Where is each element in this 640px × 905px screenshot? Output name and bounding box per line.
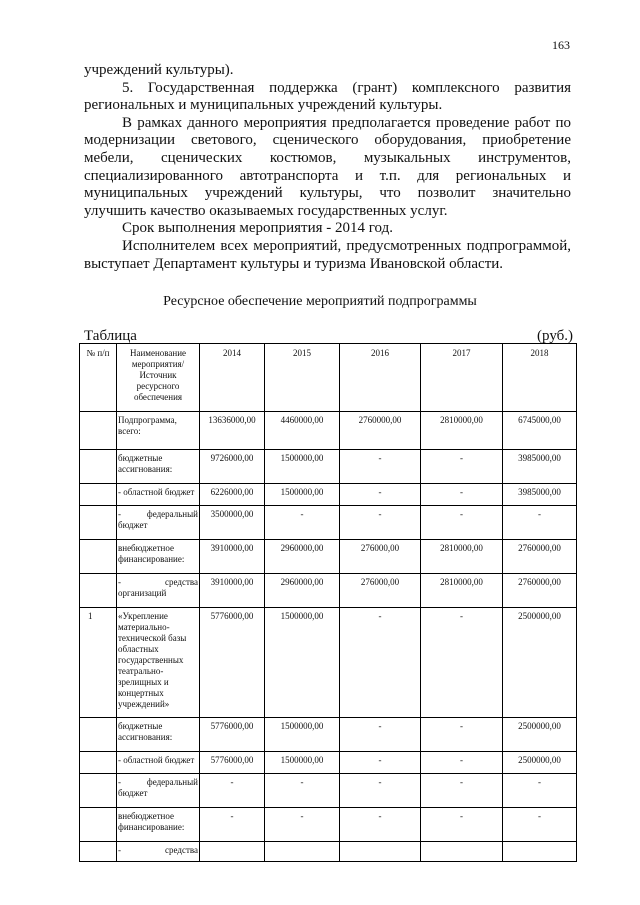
value-cell-2018: 2760000,00: [503, 574, 577, 608]
row-name-cell: - областной бюджет: [117, 484, 200, 506]
row-name-cell: - областной бюджет: [117, 752, 200, 774]
row-number-cell: [80, 842, 117, 862]
header-2016: 2016: [340, 344, 421, 412]
value-cell-2018: -: [503, 774, 577, 808]
table-row: [80, 774, 577, 808]
row-name-cell: внебюджетное финансирование:: [117, 540, 200, 574]
value-cell-2014: 3910000,00: [200, 574, 265, 608]
row-name-cell: внебюджетное финансирование:: [117, 808, 200, 842]
value-cell-2015: 2960000,00: [265, 540, 340, 574]
value-cell-2018: 6745000,00: [503, 412, 577, 450]
table-row: [80, 718, 577, 752]
value-cell-2018: -: [503, 808, 577, 842]
value-cell-2018: 2760000,00: [503, 540, 577, 574]
table-label: Таблица: [84, 328, 137, 344]
value-cell-2014: 5776000,00: [200, 752, 265, 774]
value-cell-2017: 2810000,00: [421, 574, 503, 608]
value-cell-2014: 5776000,00: [200, 608, 265, 718]
table-units: (руб.): [537, 328, 573, 344]
row-name-cell: бюджетные ассигнования:: [117, 718, 200, 752]
table-row: [80, 506, 577, 540]
value-cell-2017: 2810000,00: [421, 412, 503, 450]
value-cell-2015: 1500000,00: [265, 718, 340, 752]
value-cell-2015: -: [265, 808, 340, 842]
table-row: [80, 808, 577, 842]
header-number: № п/п: [80, 344, 117, 412]
value-cell-2016: -: [340, 450, 421, 484]
value-cell-2016: -: [340, 608, 421, 718]
value-cell-2018: 3985000,00: [503, 484, 577, 506]
table-row: [80, 412, 577, 450]
value-cell-2017: [421, 842, 503, 862]
value-cell-2017: -: [421, 752, 503, 774]
value-cell-2014: 3910000,00: [200, 540, 265, 574]
value-cell-2017: -: [421, 808, 503, 842]
row-name-cell: - средства: [117, 842, 200, 862]
table-row: [80, 842, 577, 862]
value-cell-2018: 2500000,00: [503, 718, 577, 752]
value-cell-2015: 4460000,00: [265, 412, 340, 450]
value-cell-2014: 3500000,00: [200, 506, 265, 540]
value-cell-2014: 5776000,00: [200, 718, 265, 752]
value-cell-2016: 276000,00: [340, 574, 421, 608]
resource-table: [79, 343, 577, 862]
value-cell-2017: 2810000,00: [421, 540, 503, 574]
section-title: Ресурсное обеспечение мероприятий подпрограммы: [163, 294, 477, 309]
value-cell-2017: -: [421, 608, 503, 718]
row-name-cell: Подпрограмма, всего:: [117, 412, 200, 450]
row-name-cell: - федеральный бюджет: [117, 774, 200, 808]
value-cell-2017: -: [421, 450, 503, 484]
row-name-cell: - средства организаций: [117, 574, 200, 608]
row-name-cell: - федеральный бюджет: [117, 506, 200, 540]
row-number-cell: [80, 484, 117, 506]
value-cell-2015: -: [265, 506, 340, 540]
value-cell-2016: -: [340, 718, 421, 752]
value-cell-2016: [340, 842, 421, 862]
value-cell-2014: -: [200, 774, 265, 808]
value-cell-2015: 1500000,00: [265, 608, 340, 718]
header-2017: 2017: [421, 344, 503, 412]
page-number: 163: [552, 38, 570, 52]
table-row: [80, 608, 577, 718]
table-header-row: [80, 344, 577, 412]
value-cell-2014: 13636000,00: [200, 412, 265, 450]
header-2015: 2015: [265, 344, 340, 412]
value-cell-2017: -: [421, 774, 503, 808]
header-2018: 2018: [503, 344, 577, 412]
value-cell-2015: 2960000,00: [265, 574, 340, 608]
paragraph-item-5: 5. Государственная поддержка (грант) комплексного развития региональных и муниципальных учреждений культуры.: [84, 79, 571, 114]
paragraph-executor: Исполнителем всех мероприятий, предусмотренных подпрограммой, выступает Департамент культуры и туризма Ивановской области.: [84, 237, 571, 272]
table-row: [80, 450, 577, 484]
value-cell-2014: -: [200, 808, 265, 842]
table-row: [80, 574, 577, 608]
row-number-cell: [80, 808, 117, 842]
value-cell-2017: -: [421, 484, 503, 506]
table-row: [80, 540, 577, 574]
header-2014: 2014: [200, 344, 265, 412]
value-cell-2015: [265, 842, 340, 862]
row-number-cell: [80, 752, 117, 774]
value-cell-2018: 2500000,00: [503, 608, 577, 718]
row-number-cell: [80, 506, 117, 540]
value-cell-2015: -: [265, 774, 340, 808]
value-cell-2015: 1500000,00: [265, 450, 340, 484]
value-cell-2014: [200, 842, 265, 862]
value-cell-2018: 2500000,00: [503, 752, 577, 774]
row-number-cell: [80, 412, 117, 450]
value-cell-2016: 2760000,00: [340, 412, 421, 450]
value-cell-2016: -: [340, 774, 421, 808]
value-cell-2018: 3985000,00: [503, 450, 577, 484]
header-name: Наименование мероприятия/ Источник ресурсного обеспечения: [117, 344, 200, 412]
value-cell-2014: 9726000,00: [200, 450, 265, 484]
paragraph-description: В рамках данного мероприятия предполагается проведение работ по модернизации светового, сценического оборудования, приобретение мебели, сценических костюмов, музыкальных инструментов, специализированного автотранспорта и т.п. для региональных и муниципальных учреждений культуры, что позволит значительно улучшить качество оказываемых государственных услуг.: [84, 114, 571, 219]
row-number-cell: 1: [80, 608, 117, 718]
paragraph-continuation: учреждений культуры).: [84, 62, 234, 78]
row-number-cell: [80, 718, 117, 752]
value-cell-2016: -: [340, 484, 421, 506]
row-name-cell: «Укрепление материально-технической базы областных государственных театрально-зрелищных и концертных учреждений»: [117, 608, 200, 718]
value-cell-2015: 1500000,00: [265, 484, 340, 506]
paragraph-deadline: Срок выполнения мероприятия - 2014 год.: [122, 220, 393, 237]
row-number-cell: [80, 574, 117, 608]
table-row: [80, 484, 577, 506]
value-cell-2016: -: [340, 506, 421, 540]
body-text: [84, 62, 571, 273]
row-number-cell: [80, 774, 117, 808]
value-cell-2016: -: [340, 752, 421, 774]
value-cell-2017: -: [421, 718, 503, 752]
row-name-cell: бюджетные ассигнования:: [117, 450, 200, 484]
row-number-cell: [80, 450, 117, 484]
value-cell-2015: 1500000,00: [265, 752, 340, 774]
value-cell-2018: [503, 842, 577, 862]
table-row: [80, 752, 577, 774]
value-cell-2016: 276000,00: [340, 540, 421, 574]
value-cell-2014: 6226000,00: [200, 484, 265, 506]
value-cell-2018: -: [503, 506, 577, 540]
value-cell-2016: -: [340, 808, 421, 842]
value-cell-2017: -: [421, 506, 503, 540]
row-number-cell: [80, 540, 117, 574]
